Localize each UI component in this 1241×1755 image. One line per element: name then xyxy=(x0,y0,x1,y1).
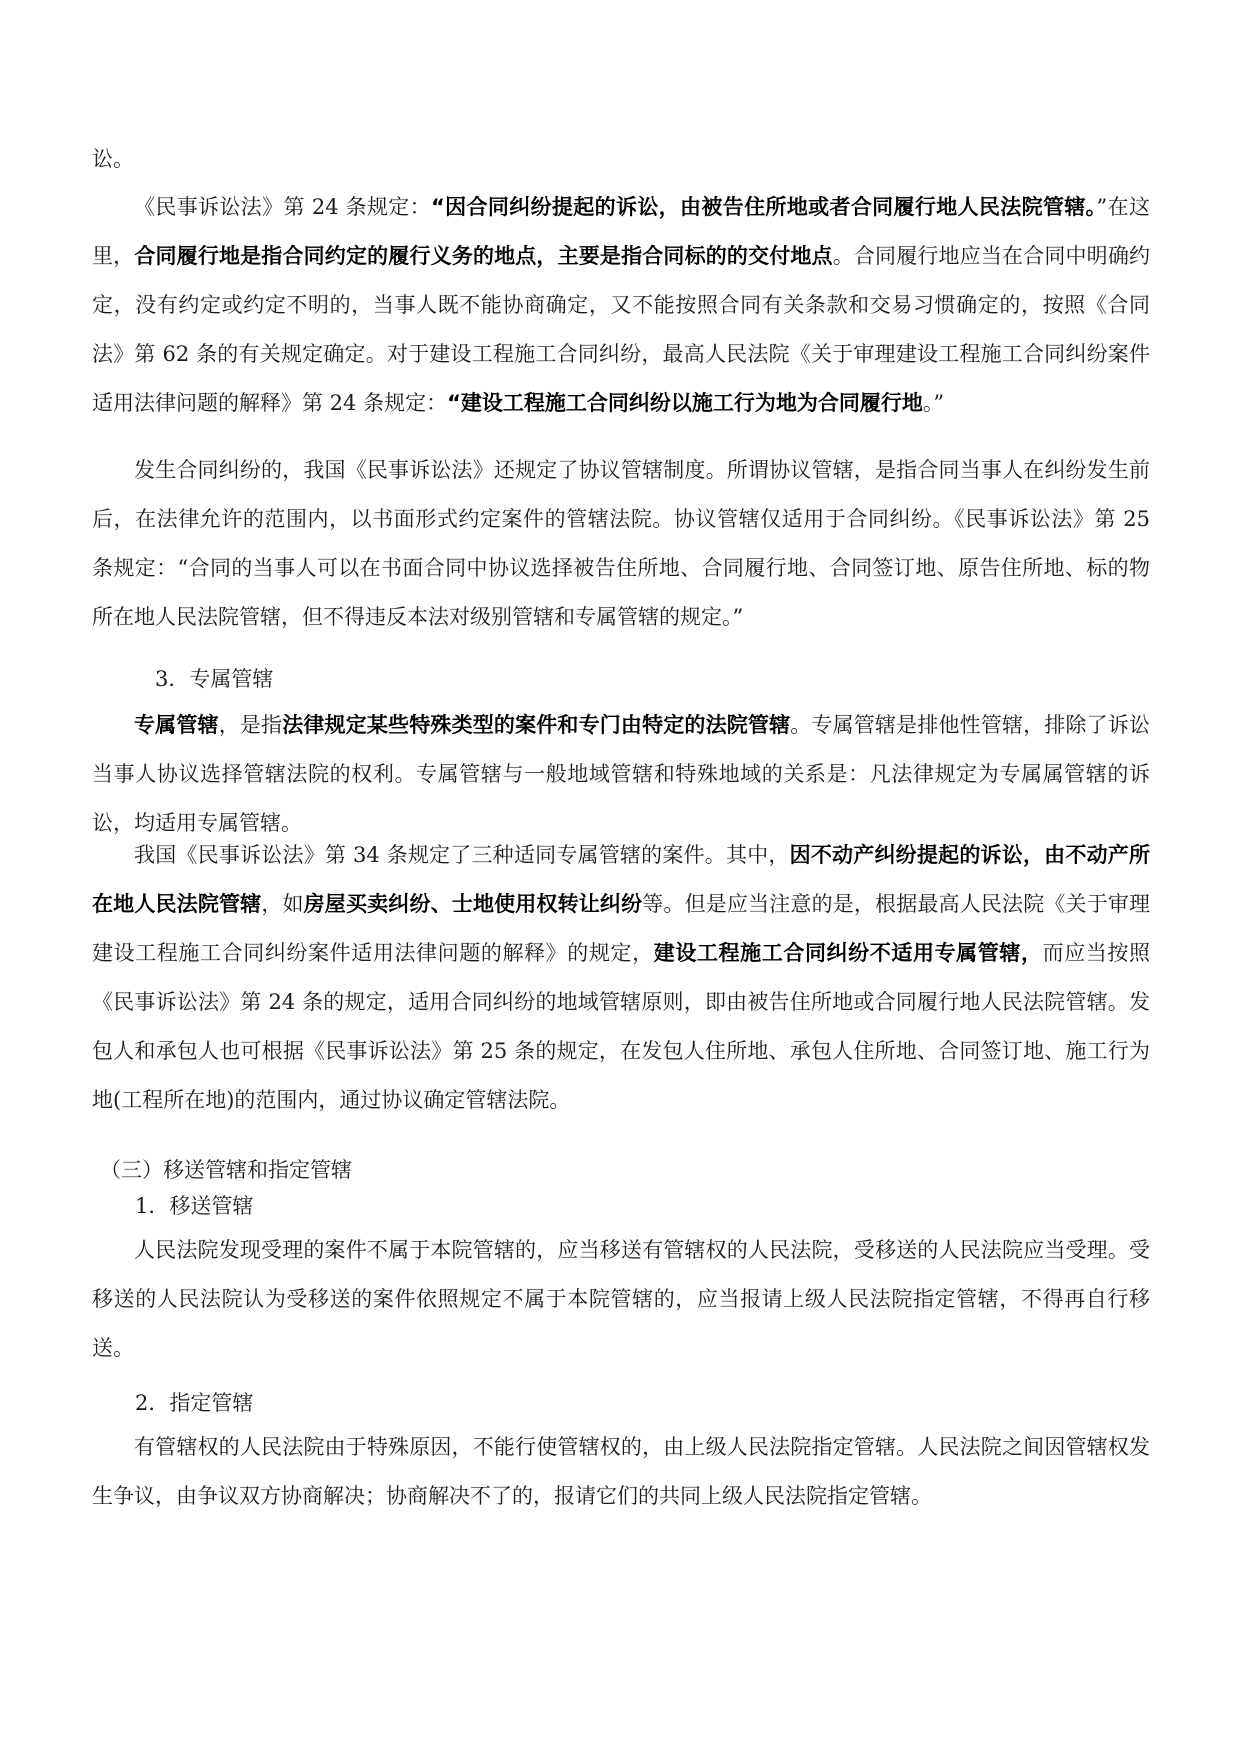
body-text: 。合同履行地应当在合同中明确约定，没有约定或约定不明的，当事人既不能协商确定，又不能按照合同有关条款和交易习惯确定的，按照《合同法》第 62 条的有关规定确定。对于建设工程施工合同纠纷，最高人民法院《关于审理建设工程施工合同纠纷案件适用法律问题的解释》第 24 条规定： xyxy=(92,244,1151,415)
body-text: 发生合同纠纷的，我国《民事诉讼法》还规定了协议管辖制度。所谓协议管辖，是指合同当事人在纠纷发生前后，在法律允许的范围内，以书面形式约定案件的管辖法院。协议管辖仅适用于合同纠纷。《民事诉讼法》第 25 条规定：“合同的当事人可以在书面合同中协议选择被告住所地、合同履行地、合同签订地、原告住所地、标的物所在地人民法院管辖，但不得违反本法对级别管辖和专属管辖的规定。” xyxy=(92,458,1150,629)
body-text: 等。但是应当注意的是，根据最高人民法院《关于审理建设工程施工合同纠纷案件适用法律问题的解释》的规定， xyxy=(92,892,1151,965)
body-text: ，是指 xyxy=(218,713,283,737)
paragraph-exclusive-definition xyxy=(92,701,1150,848)
emphasis-text: “建设工程施工合同纠纷以施工行为地为合同履行地 xyxy=(447,391,923,415)
paragraph-jurisdiction-contract xyxy=(92,183,1150,428)
emphasis-text: 法律规定某些特殊类型的案件和专门由特定的法院管辖 xyxy=(282,713,791,737)
emphasis-text: 专属管辖 xyxy=(134,713,219,737)
body-text: 讼。 xyxy=(92,147,134,171)
heading-exclusive-jurisdiction: 3．专属管辖 xyxy=(155,667,274,691)
body-text: ，如 xyxy=(261,892,304,916)
body-text: 。专属管辖是排他性管辖，排除了诉讼当事人协议选择管辖法院的权利。专属管辖与一般地域管辖和特殊地域的关系是：凡法律规定为专属属管辖的诉讼，均适用专属管辖。 xyxy=(92,713,1151,835)
paragraph-real-estate xyxy=(92,831,1150,1125)
emphasis-text: 房屋买卖纠纷、士地使用权转让纠纷 xyxy=(303,892,643,916)
body-text: 而应当按照《民事诉讼法》第 24 条的规定，适用合同纠纷的地域管辖原则，即由被告住所地或合同履行地人民法院管辖。发包人和承包人也可根据《民事诉讼法》第 25 条的规定，在发包人住所地、承包人住所地、合同签订地、施工行为地(工程所在地)的范围内，通过协议确定管辖法院。 xyxy=(92,941,1151,1112)
paragraph-continuation xyxy=(92,135,1150,184)
paragraph-designated xyxy=(92,1423,1150,1521)
emphasis-text: 因不动产纠纷提起的诉讼，由不动产所在地人民法院管辖 xyxy=(92,843,1151,916)
emphasis-text: “因合同纠纷提起的诉讼，由被告住所地或者合同履行地人民法院管辖。 xyxy=(431,195,1097,219)
body-text: 有管辖权的人民法院由于特殊原因，不能行使管辖权的，由上级人民法院指定管辖。人民法院之间因管辖权发生争议，由争议双方协商解决；协商解决不了的，报请它们的共同上级人民法院指定管辖。 xyxy=(92,1435,1150,1508)
body-text: ”在这里， xyxy=(92,195,1150,268)
heading-transfer-jurisdiction: 1．移送管辖 xyxy=(135,1194,254,1218)
body-text: 我国《民事诉讼法》第 34 条规定了三种适同专属管辖的案件。其中， xyxy=(134,843,790,867)
emphasis-text: 合同履行地是指合同约定的履行义务的地点，主要是指合同标的的交付地点 xyxy=(134,244,833,268)
heading-designated-jurisdiction: 2．指定管辖 xyxy=(135,1391,254,1415)
body-text: 《民事诉讼法》第 24 条规定： xyxy=(134,195,431,219)
body-text: 。” xyxy=(922,391,945,415)
emphasis-text: 建设工程施工合同纠纷不适用专属管辖， xyxy=(653,941,1043,965)
body-text: 人民法院发现受理的案件不属于本院管辖的，应当移送有管辖权的人民法院，受移送的人民法院应当受理。受移送的人民法院认为受移送的案件依照规定不属于本院管辖的，应当报请上级人民法院指定管辖，不得再自行移送。 xyxy=(92,1238,1150,1360)
heading-section-three: （三）移送管辖和指定管辖 xyxy=(100,1158,352,1182)
paragraph-agreement-jurisdiction xyxy=(92,446,1150,642)
paragraph-transfer xyxy=(92,1226,1150,1373)
